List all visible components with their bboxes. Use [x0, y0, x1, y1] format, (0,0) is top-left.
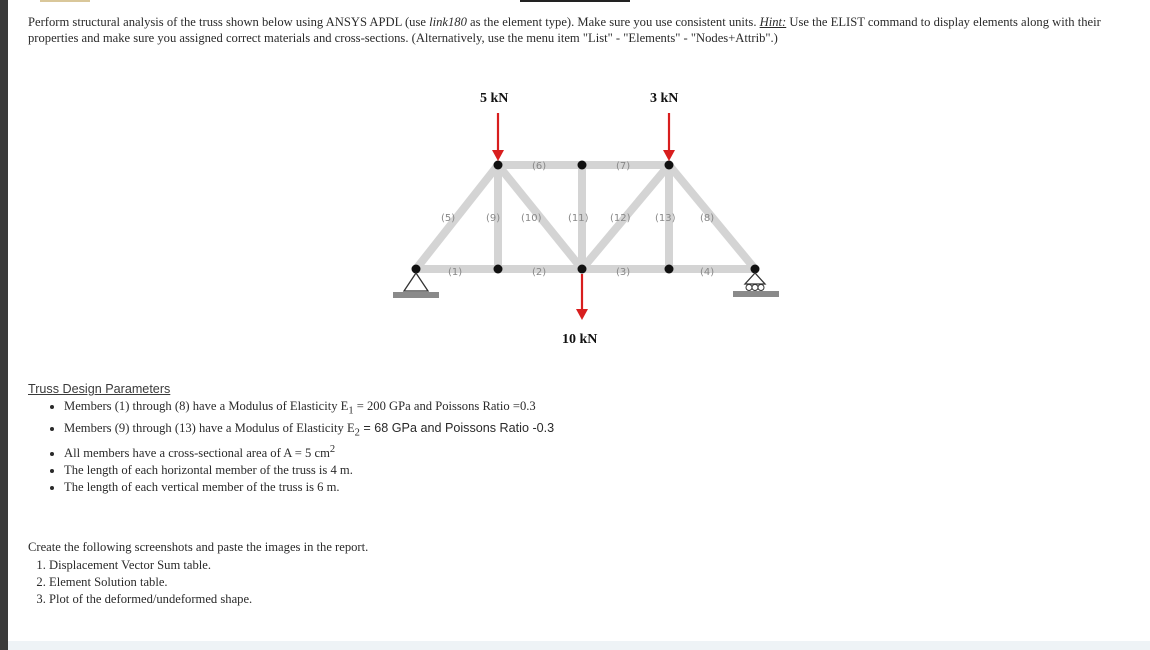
member-label-9: (9)	[486, 213, 501, 224]
member-label-1: (1)	[448, 267, 463, 278]
param-text: All members have a cross-sectional area of A = 5 cm	[64, 446, 330, 461]
node	[578, 265, 587, 274]
load-arrow-head	[492, 150, 504, 161]
load-arrow-head	[576, 309, 588, 320]
param-text: Members (1) through (8) have a Modulus of Elasticity E	[64, 399, 349, 413]
node	[665, 265, 674, 274]
intro-text-3: Use the ELIST command to display elements along with their properties and make sure you assigned correct materials and cross-sections. (Alternatively, use the menu item "List" - "Elements" - "Nodes+Attrib".)	[28, 15, 1101, 45]
member-label-8: (8)	[700, 213, 715, 224]
element-type: link180	[429, 15, 467, 29]
design-parameters	[28, 381, 728, 496]
params-title: Truss Design Parameters	[28, 382, 171, 396]
member-label-13: (13)	[655, 213, 676, 224]
param-item: • The length of each vertical member of the truss is 6 m.	[64, 479, 728, 496]
screenshot-list	[28, 557, 728, 608]
load-arrow-head	[663, 150, 675, 161]
param-item	[64, 441, 728, 462]
roller-support	[733, 273, 779, 297]
hint-label: Hint:	[759, 15, 787, 29]
screenshots-intro: Create the following screenshots and paste the images in the report.	[28, 540, 369, 554]
param-superscript: 2	[329, 444, 336, 456]
member-label-12: (12)	[610, 213, 631, 224]
member-label-11: (11)	[568, 213, 589, 224]
node	[578, 161, 587, 170]
param-text: Members (9) through (13) have a Modulus of Elasticity E	[64, 420, 355, 435]
member-label-5: (5)	[441, 213, 456, 224]
pin-support	[393, 273, 439, 298]
param-item: • The length of each horizontal member of the truss is 4 m.	[64, 462, 728, 479]
load-label-10kn: 10 kN	[562, 332, 598, 347]
roller-wheel	[746, 285, 752, 291]
roller-triangle	[745, 273, 765, 284]
param-subscript: 2	[354, 427, 360, 439]
param-subscript: 1	[348, 405, 354, 417]
param-item	[64, 398, 728, 420]
member-label-2: (2)	[532, 267, 547, 278]
member-label-10: (10)	[521, 213, 542, 224]
member-label-6: (6)	[532, 161, 547, 172]
node	[494, 265, 503, 274]
load-label-3kn: 3 kN	[650, 91, 679, 106]
pin-triangle	[404, 273, 428, 291]
ground-hatch	[393, 292, 439, 298]
params-list	[28, 398, 728, 496]
load-label-5kn: 5 kN	[480, 91, 509, 106]
roller-wheel	[752, 285, 758, 291]
ground-hatch	[733, 291, 779, 297]
member-label-3: (3)	[616, 267, 631, 278]
screenshot-item: 3. Plot of the deformed/undeformed shape.	[49, 591, 728, 608]
screenshot-item: 1. Displacement Vector Sum table.	[49, 557, 728, 574]
member-label-7: (7)	[616, 161, 631, 172]
node	[494, 161, 503, 170]
screenshot-item: 2. Element Solution table.	[49, 574, 728, 591]
node	[665, 161, 674, 170]
param-text: = 200 GPa and Poissons Ratio =0.3	[353, 399, 536, 413]
bottom-strip	[8, 641, 1150, 650]
intro-text-2: as the element type). Make sure you use consistent units.	[466, 15, 760, 29]
param-text: = 68 GPa and Poissons Ratio -0.3	[359, 420, 555, 435]
roller-wheel	[758, 285, 764, 291]
intro-text-1: Perform structural analysis of the truss shown below using ANSYS APDL (use	[28, 15, 430, 29]
screenshot-instructions	[28, 539, 728, 608]
param-item	[64, 420, 728, 442]
member-label-4: (4)	[700, 267, 715, 278]
